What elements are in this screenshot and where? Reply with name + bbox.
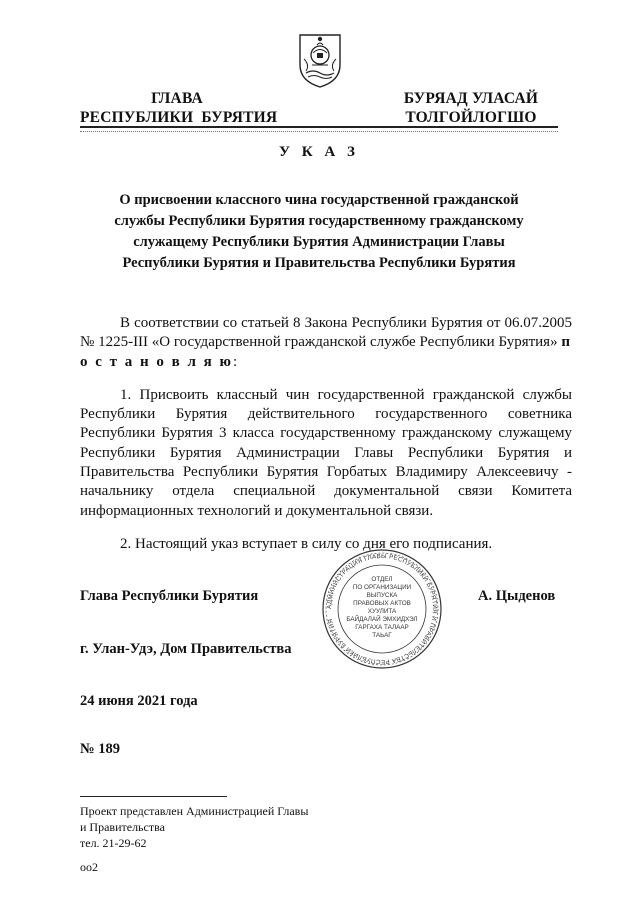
stamp-line: ПРАВОВЫХ АКТОВ [353, 600, 411, 607]
header-right-line1: БУРЯАД УЛАСАЙ [403, 90, 539, 107]
document-subject: О присвоении классного чина государственной гражданской службы Республики Бурятия государственному гражданскому служащему Республики Бурятия Администрации Главы Республики Бурятия и Правительства Республики Бурятия [114, 192, 524, 271]
header-right-org [383, 89, 559, 127]
stamp-line: ОТДЕЛ [371, 576, 393, 583]
document-title: У К А З [279, 144, 359, 160]
header-left-org [80, 89, 278, 127]
document-code: оо2 [80, 860, 98, 874]
signatory-position: Глава Республики Бурятия [80, 588, 259, 604]
footnote-line1: Проект представлен Администрацией Главы [80, 804, 309, 818]
header-right-line2: ТОЛГОЙЛОГШО [405, 109, 537, 126]
item-1-paragraph: 1. Присвоить классный чин государственной гражданской службы Республики Бурятия действительного государственного советника Республики Бурятия 3 класса государственному гражданскому служащему Республики Бурятия Администрации Главы Республики Бурятия и Правительства Республики Бурятия Горбатых Владимиру Алексеевичу - начальнику отдела специальной документальной связи Комитета информационных технологий и документальной связи. [80, 386, 572, 519]
footnote-phone: тел. 21-29-62 [80, 836, 147, 850]
signatory-name: А. Цыденов [478, 588, 556, 604]
preamble-end: : [233, 353, 238, 370]
footnote [80, 803, 308, 851]
item-2-paragraph: 2. Настоящий указ вступает в силу со дня его подписания. [120, 535, 493, 552]
header-left-line1: ГЛАВА [151, 90, 203, 107]
stamp-ring-text: АДМИНИСТРАЦИЯ ГЛАВЫ РЕСПУБЛИКИ БУРЯТИЯ И ПРАВИТЕЛЬСТВА РЕСПУБЛИКИ БУРЯТИЯ [325, 552, 439, 666]
footnote-line2: и Правительства [80, 820, 165, 834]
preamble-text: В соответствии со статьей 8 Закона Республики Бурятия от 06.07.2005 № 1225-III «О государственной гражданской службе Республики Бурятия» [80, 315, 572, 351]
decree-keyword: п о с т а н о в л я ю [80, 334, 572, 370]
stamp-line: ПО ОРГАНИЗАЦИИ [352, 584, 412, 591]
signing-date: 24 июня 2021 года [80, 693, 198, 709]
stamp-line: ХУУЛИТА [367, 608, 397, 615]
stamp-line: ГАРГАХА ТАЛААР [355, 624, 409, 631]
header-divider [80, 126, 558, 128]
coat-of-arms-icon [296, 29, 344, 89]
stamp-line: ВЫПУСКА [366, 592, 398, 599]
document-body [80, 314, 572, 554]
footnote-divider [80, 796, 227, 797]
preamble-paragraph [80, 314, 572, 372]
stamp-line: БАЙДАЛАЙ ЭМХИДХЭЛ [346, 616, 418, 623]
header-left-line2: РЕСПУБЛИКИ БУРЯТИЯ [80, 109, 278, 126]
header-divider-dotted [80, 131, 558, 132]
stamp-line: ТАЬАГ [372, 632, 392, 639]
decree-number: № 189 [80, 741, 120, 757]
signing-place: г. Улан-Удэ, Дом Правительства [80, 641, 292, 657]
official-stamp [316, 548, 448, 670]
